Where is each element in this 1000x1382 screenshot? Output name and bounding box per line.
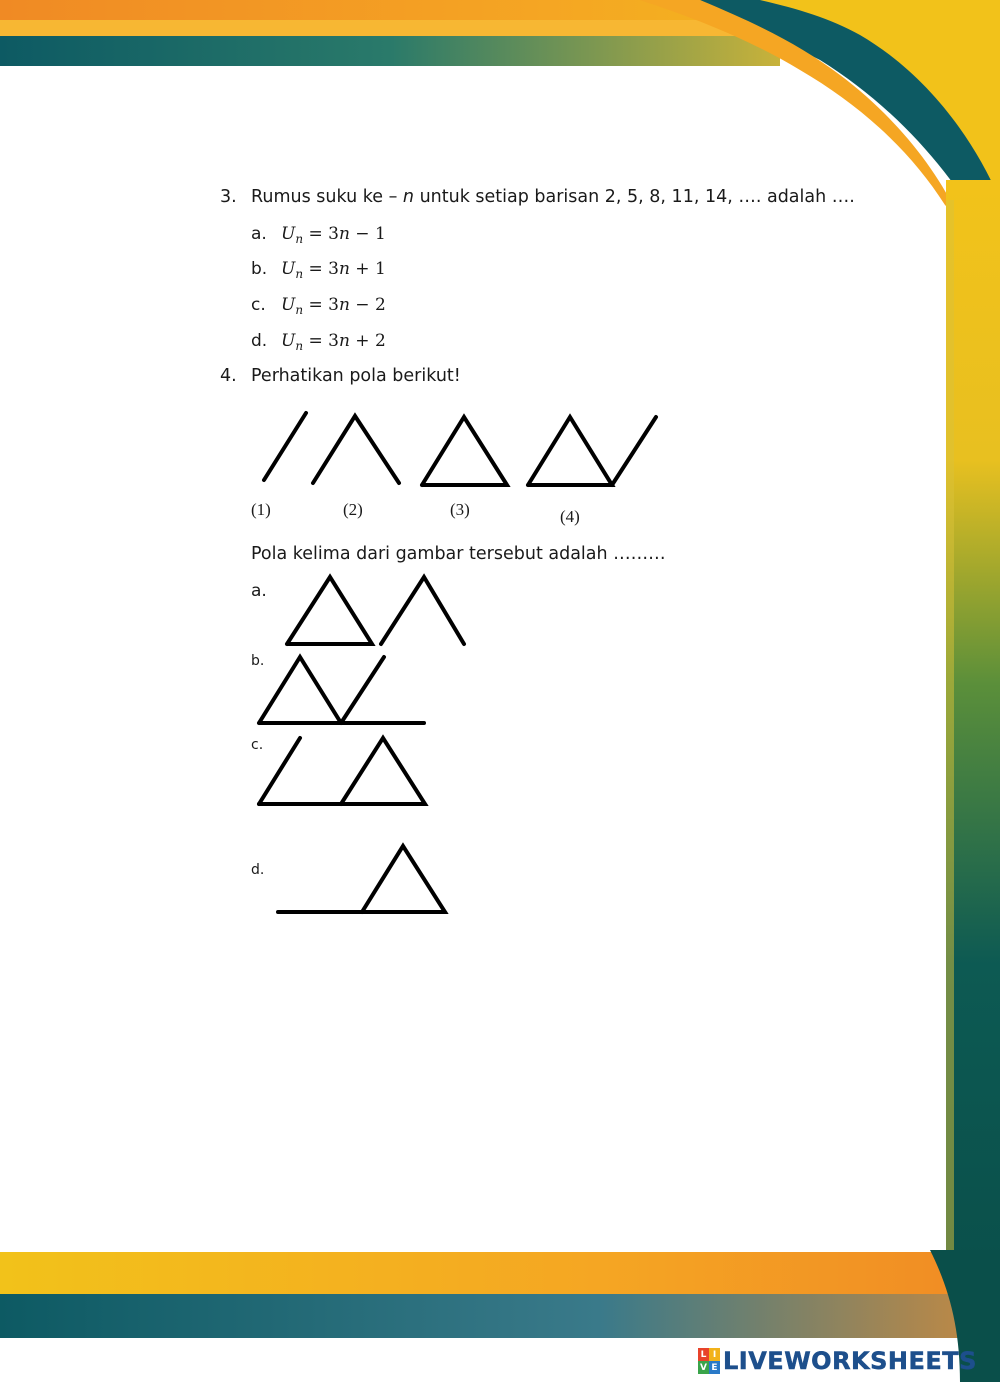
option-formula: $U_n = 3n + 1$ — [281, 259, 386, 281]
pattern-label-2: (2) — [343, 500, 363, 519]
option-letter: c. — [251, 295, 266, 315]
option-formula: $U_n = 3n + 2$ — [281, 331, 386, 353]
option-letter: b. — [251, 259, 268, 279]
option-letter: d. — [251, 331, 268, 351]
question-4-option-b[interactable]: b. — [251, 653, 265, 669]
question-4-option-d[interactable]: d. — [251, 862, 265, 878]
pattern-2-figure — [313, 416, 399, 483]
question-4-option-a[interactable]: a. — [251, 581, 267, 601]
option-c-figure — [259, 738, 425, 804]
question-4-text: Perhatikan pola berikut! — [251, 366, 461, 386]
question-4-option-c[interactable]: c. — [251, 737, 264, 753]
pattern-label-3: (3) — [450, 500, 470, 519]
pattern-4-figure — [528, 417, 656, 485]
worksheet-content: 3. Rumus suku ke – n untuk setiap barisan 2, 5, 8, 11, 14, …. adalah …. a. $U_n = 3n - 1$ b. $U_n = 3n + 1$ c. $U_n = 3n - 2$ d. $U_n = 3n + 2$ 4. Perhatikan pola berikut! (1) (2) (3) (4) Pola kelima dari gambar tersebut adalah ……… a. b. c. d. — [0, 0, 1000, 1382]
option-b-figure — [259, 657, 424, 723]
option-formula: $U_n = 3n - 2$ — [281, 295, 386, 317]
question-4-number: 4. — [220, 366, 237, 386]
option-d-figure — [278, 846, 445, 912]
pattern-1-figure — [264, 413, 306, 480]
pattern-label-4: (4) — [560, 507, 580, 526]
logo-text: LIVEWORKSHEETS — [723, 1347, 977, 1375]
logo-badge: L I V E — [698, 1348, 720, 1374]
option-a-figure — [287, 577, 464, 644]
option-formula: $U_n = 3n - 1$ — [281, 224, 386, 246]
question-3-number: 3. — [220, 187, 237, 207]
liveworksheets-logo — [698, 1346, 977, 1376]
question-3-text: Rumus suku ke – n untuk setiap barisan 2, 5, 8, 11, 14, …. adalah …. — [251, 187, 855, 207]
pattern-3-figure — [422, 417, 507, 485]
pattern-label-1: (1) — [251, 500, 271, 519]
option-letter: a. — [251, 224, 267, 244]
